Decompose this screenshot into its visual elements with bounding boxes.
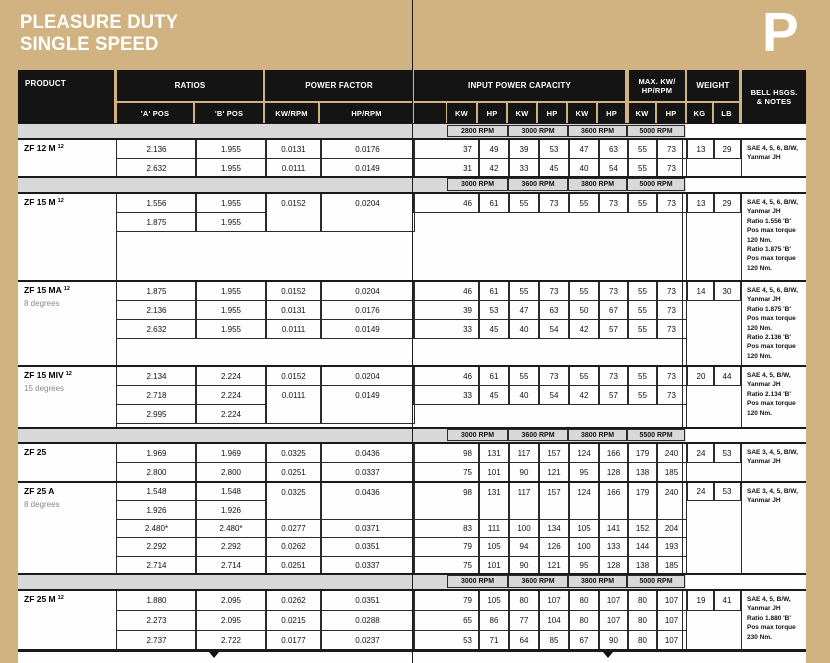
power-value-cell: 73: [538, 281, 570, 301]
page-title-line2: SINGLE SPEED: [20, 34, 159, 55]
ratio-a-cell: 2.632: [116, 319, 197, 339]
product-name-zf-12-m: ZF 12 M $^{12}$: [24, 143, 64, 153]
ratio-b-cell: 1.955: [195, 300, 267, 320]
power-value-cell: 90: [508, 556, 540, 575]
power-value-cell: 75: [413, 462, 480, 482]
header-a-pos: 'A' POS: [117, 103, 193, 123]
hp-rpm-cell: 0.0204: [320, 366, 415, 386]
power-value-cell: 124: [568, 443, 600, 463]
power-value-cell: 80: [627, 630, 658, 651]
ratio-a-cell: 2.292: [116, 537, 197, 556]
notes-zf-12-m: SAE 4, 5, 6, B/W, Yanmar JH: [747, 145, 798, 162]
power-value-cell: 117: [508, 443, 540, 463]
page-center-divider-line: [412, 0, 413, 663]
header-kw-col-1: KW: [447, 103, 476, 123]
power-value-cell: 45: [478, 385, 510, 405]
power-value-cell: 64: [508, 630, 540, 651]
rpm-band-label: 3600 RPM: [508, 429, 568, 441]
ratio-b-cell: 1.955: [195, 193, 267, 213]
ratio-a-cell: 2.718: [116, 385, 197, 405]
ratio-a-cell: 2.134: [116, 366, 197, 386]
product-degrees: 8 degrees: [24, 500, 60, 509]
rpm-band-label: 3800 RPM: [568, 575, 627, 588]
page-title-line1: PLEASURE DUTY: [20, 12, 179, 33]
ratio-b-cell: 1.955: [195, 158, 267, 178]
power-value-cell: 107: [656, 590, 687, 611]
weight-kg-cell: 20: [687, 366, 715, 386]
power-value-cell: 67: [598, 300, 629, 320]
power-value-cell: 80: [508, 590, 540, 611]
power-value-cell: 55: [508, 281, 540, 301]
ratio-a-cell: 2.800: [116, 462, 197, 482]
power-value-cell: 46: [413, 366, 480, 386]
rpm-band-label: 2800 RPM: [447, 125, 508, 137]
ratio-a-cell: 2.480*: [116, 519, 197, 538]
power-value-cell: 33: [413, 385, 480, 405]
hp-rpm-cell: 0.0436: [320, 443, 415, 463]
kw-rpm-cell: 0.0325: [265, 443, 322, 463]
hp-rpm-cell: 0.0149: [320, 158, 415, 178]
weight-kg-cell: 13: [687, 193, 715, 213]
product-degrees: 15 degrees: [24, 384, 65, 393]
hp-rpm-cell: 0.0351: [320, 537, 415, 556]
power-value-cell: 71: [478, 630, 510, 651]
weight-lb-cell: 41: [713, 590, 741, 611]
rpm-band-label: 3600 RPM: [508, 575, 568, 588]
kw-rpm-cell: 0.0262: [265, 537, 322, 556]
power-value-cell: 107: [656, 610, 687, 631]
power-value-cell: 94: [508, 537, 540, 556]
header-power-factor: POWER FACTOR: [265, 70, 413, 101]
header-kg: KG: [687, 103, 712, 123]
rpm-band-label: 3800 RPM: [568, 178, 627, 191]
product-name-zf-25-m: ZF 25 M $^{12}$: [24, 594, 64, 604]
weight-kg-cell: 19: [687, 590, 715, 611]
ratio-a-cell: 2.737: [116, 630, 197, 651]
weight-kg-cell: 13: [687, 139, 715, 159]
power-value-cell: 105: [478, 590, 510, 611]
kw-rpm-cell: 0.0131: [265, 139, 322, 159]
rpm-band-label: 3600 RPM: [568, 125, 627, 137]
header-product: PRODUCT: [18, 70, 114, 123]
notes-zf-15-miv: SAE 4, 5, B/W, Yanmar JH Ratio 2.134 'B' Pos max torque 120 Nm.: [747, 372, 796, 417]
kw-rpm-cell: 0.0251: [265, 556, 322, 575]
ratio-b-cell: 2.095: [195, 590, 267, 611]
power-value-cell: 54: [538, 385, 570, 405]
ratio-b-cell: 1.926: [195, 500, 267, 519]
power-value-cell: 63: [598, 139, 629, 159]
power-value-cell: 90: [508, 462, 540, 482]
power-value-cell: 80: [568, 610, 600, 631]
power-value-cell: 57: [598, 319, 629, 339]
power-value-cell: 73: [598, 281, 629, 301]
power-value-cell: 179: [627, 482, 658, 520]
power-value-cell: 55: [627, 366, 658, 386]
power-value-cell: 240: [656, 443, 687, 463]
hp-rpm-cell: 0.0176: [320, 139, 415, 159]
header-weight: WEIGHT: [687, 70, 739, 101]
power-value-cell: 73: [656, 385, 687, 405]
header-hp-col-2: HP: [538, 103, 566, 123]
ratio-b-cell: 1.955: [195, 212, 267, 232]
power-value-cell: 144: [627, 537, 658, 556]
hp-rpm-cell: 0.0176: [320, 300, 415, 320]
ratio-a-cell: 1.875: [116, 281, 197, 301]
power-value-cell: 73: [598, 193, 629, 213]
power-value-cell: 141: [598, 519, 629, 538]
section-vertical-rule: [741, 365, 742, 427]
power-value-cell: 63: [538, 300, 570, 320]
power-value-cell: 55: [627, 139, 658, 159]
hp-rpm-cell: 0.0149: [320, 319, 415, 339]
power-value-cell: 55: [568, 193, 600, 213]
ratio-b-cell: 2.714: [195, 556, 267, 575]
kw-rpm-cell: 0.0111: [265, 385, 322, 424]
hp-rpm-cell: 0.0337: [320, 462, 415, 482]
kw-rpm-cell: 0.0111: [265, 319, 322, 339]
ratio-b-cell: 2.224: [195, 404, 267, 424]
power-value-cell: 39: [508, 139, 540, 159]
weight-lb-cell: 30: [713, 281, 741, 301]
power-value-cell: 40: [508, 319, 540, 339]
ratio-b-cell: 1.548: [195, 482, 267, 501]
section-vertical-rule: [741, 481, 742, 573]
power-value-cell: 47: [508, 300, 540, 320]
power-value-cell: 55: [508, 193, 540, 213]
power-value-cell: 39: [413, 300, 480, 320]
power-value-cell: 107: [598, 610, 629, 631]
ratio-a-cell: 1.548: [116, 482, 197, 501]
section-vertical-rule: [741, 280, 742, 365]
hp-rpm-cell: 0.0237: [320, 630, 415, 651]
rpm-band-label: 5000 RPM: [627, 575, 685, 588]
power-value-cell: 104: [538, 610, 570, 631]
power-value-cell: 77: [508, 610, 540, 631]
power-value-cell: 53: [538, 139, 570, 159]
power-value-cell: 105: [568, 519, 600, 538]
power-value-cell: 53: [478, 300, 510, 320]
crop-mark-triangle-right: [603, 652, 613, 658]
hp-rpm-cell: 0.0288: [320, 610, 415, 631]
hp-rpm-cell: 0.0436: [320, 482, 415, 520]
power-value-cell: 101: [478, 556, 510, 575]
notes-zf-15-m: SAE 4, 5, 6, B/W, Yanmar JH Ratio 1.556 'B' Pos max torque 120 Nm. Ratio 1.875 'B' Pos max torque 120 Nm.: [747, 199, 798, 272]
rpm-band-label: 5500 RPM: [627, 429, 685, 441]
power-value-cell: 57: [598, 385, 629, 405]
hp-rpm-cell: 0.0204: [320, 193, 415, 232]
header-bell-housings-notes: BELL HSGS. & NOTES: [742, 70, 806, 123]
power-value-cell: 55: [627, 319, 658, 339]
power-value-cell: 128: [598, 462, 629, 482]
power-value-cell: 46: [413, 281, 480, 301]
power-value-cell: 73: [656, 366, 687, 386]
power-value-cell: 98: [413, 482, 480, 520]
header-b-pos: 'B' POS: [195, 103, 263, 123]
power-value-cell: 46: [413, 193, 480, 213]
power-value-cell: 73: [656, 319, 687, 339]
power-value-cell: 54: [598, 158, 629, 178]
kw-rpm-cell: 0.0325: [265, 482, 322, 520]
header-kw-rpm: KW/RPM: [265, 103, 318, 123]
hp-rpm-cell: 0.0337: [320, 556, 415, 575]
product-name-zf-15-m: ZF 15 M $^{12}$: [24, 197, 64, 207]
power-value-cell: 73: [656, 300, 687, 320]
notes-zf-25-a: SAE 3, 4, 5, B/W, Yanmar JH: [747, 488, 798, 505]
power-value-cell: 240: [656, 482, 687, 520]
power-value-cell: 33: [508, 158, 540, 178]
product-name-zf-15-ma: ZF 15 MA $^{12}$ 8 degrees: [24, 285, 70, 308]
header-hp-col-1: HP: [478, 103, 506, 123]
power-value-cell: 79: [413, 537, 480, 556]
ratio-a-cell: 1.556: [116, 193, 197, 213]
power-value-cell: 73: [538, 193, 570, 213]
power-value-cell: 100: [568, 537, 600, 556]
page-title: [20, 12, 178, 56]
ratio-a-cell: 2.273: [116, 610, 197, 631]
weight-kg-cell: 14: [687, 281, 715, 301]
power-value-cell: 42: [568, 385, 600, 405]
ratio-b-cell: 2.224: [195, 385, 267, 405]
kw-rpm-cell: 0.0152: [265, 281, 322, 301]
section-tab-letter: P: [762, 1, 799, 63]
power-value-cell: 45: [478, 319, 510, 339]
power-value-cell: 95: [568, 462, 600, 482]
power-value-cell: 75: [413, 556, 480, 575]
hp-rpm-cell: 0.0204: [320, 281, 415, 301]
power-value-cell: 73: [656, 193, 687, 213]
power-value-cell: 47: [568, 139, 600, 159]
power-value-cell: 45: [538, 158, 570, 178]
header-ratios: RATIOS: [117, 70, 263, 101]
power-value-cell: 55: [568, 366, 600, 386]
power-value-cell: 107: [598, 590, 629, 611]
kw-rpm-cell: 0.0277: [265, 519, 322, 538]
kw-rpm-cell: 0.0251: [265, 462, 322, 482]
ratio-a-cell: 1.875: [116, 212, 197, 232]
power-value-cell: 49: [478, 139, 510, 159]
power-value-cell: 61: [478, 366, 510, 386]
ratio-b-cell: 2.480*: [195, 519, 267, 538]
ratio-b-cell: 1.955: [195, 319, 267, 339]
power-value-cell: 61: [478, 193, 510, 213]
power-value-cell: 105: [478, 537, 510, 556]
power-value-cell: 98: [413, 443, 480, 463]
power-value-cell: 73: [538, 366, 570, 386]
kw-rpm-cell: 0.0111: [265, 158, 322, 178]
power-value-cell: 131: [478, 482, 510, 520]
power-value-cell: 55: [627, 385, 658, 405]
power-value-cell: 73: [656, 139, 687, 159]
ratio-b-cell: 2.722: [195, 630, 267, 651]
power-value-cell: 121: [538, 462, 570, 482]
ratio-a-cell: 2.632: [116, 158, 197, 178]
power-value-cell: 54: [538, 319, 570, 339]
power-value-cell: 50: [568, 300, 600, 320]
weight-lb-cell: 29: [713, 139, 741, 159]
power-value-cell: 55: [627, 158, 658, 178]
power-value-cell: 65: [413, 610, 480, 631]
hp-rpm-cell: 0.0351: [320, 590, 415, 611]
kw-rpm-cell: 0.0215: [265, 610, 322, 631]
ratio-a-cell: 2.995: [116, 404, 197, 424]
power-value-cell: 126: [538, 537, 570, 556]
kw-rpm-cell: 0.0262: [265, 590, 322, 611]
power-value-cell: 138: [627, 556, 658, 575]
rpm-band-label: 3000 RPM: [447, 429, 508, 441]
ratio-b-cell: 2.095: [195, 610, 267, 631]
power-value-cell: 107: [538, 590, 570, 611]
power-value-cell: 166: [598, 443, 629, 463]
section-vertical-rule: [741, 442, 742, 481]
power-value-cell: 128: [598, 556, 629, 575]
hp-rpm-cell: 0.0371: [320, 519, 415, 538]
kw-rpm-cell: 0.0177: [265, 630, 322, 651]
product-name-zf-15-miv: ZF 15 MIV $^{12}$ 15 degrees: [24, 370, 72, 393]
power-value-cell: 83: [413, 519, 480, 538]
power-value-cell: 138: [627, 462, 658, 482]
rpm-band-label: 5000 RPM: [627, 125, 685, 137]
rpm-band-label: 3000 RPM: [508, 125, 568, 137]
power-value-cell: 37: [413, 139, 480, 159]
header-kw-col-3: KW: [568, 103, 596, 123]
product-degrees: 8 degrees: [24, 299, 60, 308]
power-value-cell: 42: [478, 158, 510, 178]
ratio-a-cell: 2.136: [116, 139, 197, 159]
power-value-cell: 53: [413, 630, 480, 651]
header-lb: LB: [714, 103, 739, 123]
power-value-cell: 90: [598, 630, 629, 651]
hp-rpm-cell: 0.0149: [320, 385, 415, 424]
power-value-cell: 79: [413, 590, 480, 611]
header-sub-filler: [414, 103, 446, 123]
power-value-cell: 157: [538, 482, 570, 520]
power-value-cell: 80: [568, 590, 600, 611]
header-input-power-capacity: INPUT POWER CAPACITY: [414, 70, 625, 101]
power-value-cell: 31: [413, 158, 480, 178]
ratio-a-cell: 2.714: [116, 556, 197, 575]
power-value-cell: 33: [413, 319, 480, 339]
power-value-cell: 131: [478, 443, 510, 463]
power-value-cell: 73: [656, 158, 687, 178]
header-max-kw-hp-rpm: MAX. KW/ HP/RPM: [629, 70, 685, 101]
rpm-band-label: 3800 RPM: [568, 429, 627, 441]
power-value-cell: 193: [656, 537, 687, 556]
power-value-cell: 133: [598, 537, 629, 556]
power-value-cell: 204: [656, 519, 687, 538]
notes-zf-25-m: SAE 4, 5, B/W, Yanmar JH Ratio 1.880 'B' Pos max torque 230 Nm.: [747, 596, 796, 641]
kw-rpm-cell: 0.0131: [265, 300, 322, 320]
power-value-cell: 67: [568, 630, 600, 651]
rpm-band-label: 5000 RPM: [627, 178, 685, 191]
ratio-b-cell: 2.292: [195, 537, 267, 556]
ratio-b-cell: 1.955: [195, 139, 267, 159]
crop-mark-triangle-left: [209, 652, 219, 658]
ratio-a-cell: 2.136: [116, 300, 197, 320]
power-value-cell: 61: [478, 281, 510, 301]
power-value-cell: 134: [538, 519, 570, 538]
power-value-cell: 55: [568, 281, 600, 301]
power-value-cell: 55: [508, 366, 540, 386]
power-value-cell: 179: [627, 443, 658, 463]
kw-rpm-cell: 0.0152: [265, 366, 322, 386]
weight-lb-cell: 53: [713, 482, 741, 501]
power-value-cell: 100: [508, 519, 540, 538]
header-hp-rpm: HP/RPM: [320, 103, 413, 123]
kw-rpm-cell: 0.0152: [265, 193, 322, 232]
ratio-b-cell: 1.969: [195, 443, 267, 463]
power-value-cell: 86: [478, 610, 510, 631]
notes-zf-15-ma: SAE 4, 5, 6, B/W, Yanmar JH Ratio 1.875 'B' Pos max torque 120 Nm. Ratio 2.136 'B' Pos max torque 120 Nm.: [747, 287, 798, 360]
power-value-cell: 40: [508, 385, 540, 405]
power-value-cell: 95: [568, 556, 600, 575]
power-value-cell: 157: [538, 443, 570, 463]
power-value-cell: 73: [656, 281, 687, 301]
ratio-b-cell: 2.224: [195, 366, 267, 386]
header-kw-col-2: KW: [508, 103, 536, 123]
power-value-cell: 73: [598, 366, 629, 386]
power-value-cell: 111: [478, 519, 510, 538]
ratio-a-cell: 1.880: [116, 590, 197, 611]
weight-kg-cell: 24: [687, 482, 715, 501]
power-value-cell: 42: [568, 319, 600, 339]
power-value-cell: 124: [568, 482, 600, 520]
power-value-cell: 80: [627, 610, 658, 631]
ratio-b-cell: 1.955: [195, 281, 267, 301]
notes-zf-25: SAE 3, 4, 5, B/W, Yanmar JH: [747, 449, 798, 466]
section-vertical-rule: [741, 138, 742, 176]
power-value-cell: 40: [568, 158, 600, 178]
rpm-band-label: 3600 RPM: [508, 178, 568, 191]
power-value-cell: 185: [656, 462, 687, 482]
weight-kg-cell: 24: [687, 443, 715, 463]
product-name-zf-25: ZF 25: [24, 447, 47, 457]
power-value-cell: 55: [627, 300, 658, 320]
power-value-cell: 185: [656, 556, 687, 575]
power-value-cell: 55: [627, 193, 658, 213]
ratio-a-cell: 1.926: [116, 500, 197, 519]
weight-lb-cell: 44: [713, 366, 741, 386]
power-value-cell: 80: [627, 590, 658, 611]
power-value-cell: 107: [656, 630, 687, 651]
power-value-cell: 85: [538, 630, 570, 651]
header-max-hp: HP: [657, 103, 685, 123]
power-value-cell: 55: [627, 281, 658, 301]
power-value-cell: 117: [508, 482, 540, 520]
power-value-cell: 121: [538, 556, 570, 575]
header-hp-col-3: HP: [598, 103, 625, 123]
ratio-b-cell: 2.800: [195, 462, 267, 482]
rpm-band-label: 3000 RPM: [447, 575, 508, 588]
power-value-cell: 166: [598, 482, 629, 520]
power-value-cell: 152: [627, 519, 658, 538]
header-max-kw: KW: [629, 103, 655, 123]
section-vertical-rule: [741, 192, 742, 280]
power-value-cell: 101: [478, 462, 510, 482]
rpm-band-label: 3000 RPM: [447, 178, 508, 191]
weight-lb-cell: 29: [713, 193, 741, 213]
section-vertical-rule: [741, 589, 742, 649]
product-name-zf-25-a: ZF 25 A 8 degrees: [24, 486, 60, 509]
weight-lb-cell: 53: [713, 443, 741, 463]
ratio-a-cell: 1.969: [116, 443, 197, 463]
